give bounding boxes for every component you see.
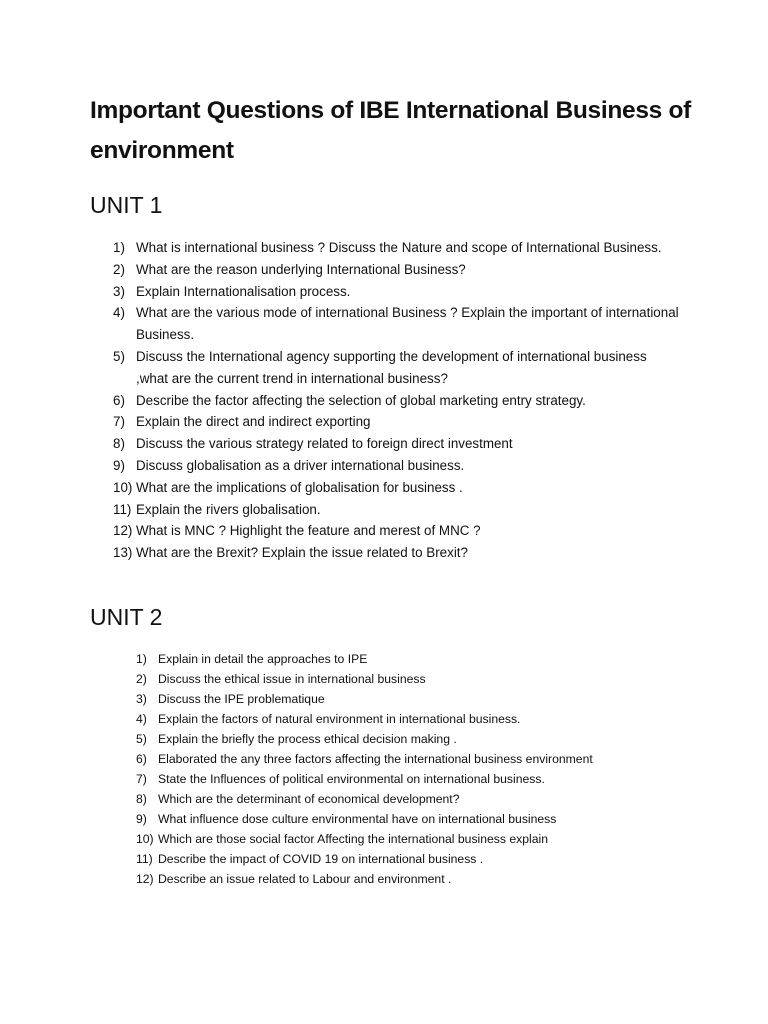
question-number: 6) [136, 752, 147, 766]
question-number: 7) [136, 772, 147, 786]
question-item [136, 689, 656, 709]
question-item [113, 499, 713, 521]
question-item [113, 390, 713, 412]
question-text: What are the various mode of international Business ? Explain the important of international Business. [136, 305, 679, 343]
question-text: Discuss the ethical issue in international business [158, 672, 426, 686]
question-text: Describe the impact of COVID 19 on international business . [158, 852, 484, 866]
question-item [136, 869, 656, 889]
question-number: 2) [113, 261, 125, 277]
question-item [136, 849, 656, 869]
question-item [113, 455, 713, 477]
question-text: Discuss the various strategy related to foreign direct investment [136, 436, 513, 452]
question-number: 10) [136, 832, 154, 846]
question-item [113, 433, 713, 455]
question-text: Explain the briefly the process ethical decision making . [158, 732, 457, 746]
question-number: 4) [113, 305, 125, 321]
question-text: Explain in detail the approaches to IPE [158, 652, 368, 666]
question-item [113, 259, 713, 281]
question-item [136, 789, 656, 809]
question-item [136, 669, 656, 689]
question-item [136, 649, 656, 669]
unit-1-heading: UNIT 1 [90, 192, 163, 218]
question-number: 12) [113, 523, 133, 539]
question-number: 6) [113, 392, 125, 408]
question-number: 1) [136, 652, 147, 666]
question-number: 8) [113, 436, 125, 452]
question-number: 11) [113, 501, 132, 517]
question-item [113, 281, 713, 303]
question-number: 13) [113, 545, 133, 561]
question-item [113, 477, 713, 499]
document-title: Important Questions of IBE International Business of environment [90, 97, 692, 164]
question-number: 1) [113, 240, 125, 255]
question-text: Which are the determinant of economical development? [158, 792, 460, 806]
question-number: 7) [113, 414, 125, 430]
question-item [113, 302, 713, 346]
question-text: What is MNC ? Highlight the feature and merest of MNC ? [136, 523, 481, 539]
unit-1-question-list [113, 237, 713, 564]
question-text: Describe an issue related to Labour and environment . [158, 872, 452, 886]
question-item [136, 769, 656, 789]
question-item [113, 346, 713, 390]
question-text: What are the reason underlying International Business? [136, 261, 466, 277]
question-number: 5) [136, 732, 147, 746]
question-text: What influence dose culture environmental have on international business [158, 812, 557, 826]
question-text: Explain the factors of natural environment in international business. [158, 712, 521, 726]
question-text: Discuss the International agency supporting the development of international business ,what are the current trend in international business? [136, 348, 647, 386]
question-item [136, 709, 656, 729]
question-number: 9) [113, 457, 125, 473]
question-text: Discuss globalisation as a driver international business. [136, 457, 465, 473]
question-item [113, 520, 713, 542]
question-number: 5) [113, 348, 125, 364]
question-number: 12) [136, 872, 154, 886]
question-item [113, 542, 713, 564]
unit-2-question-list [136, 649, 656, 889]
unit-2-heading: UNIT 2 [90, 604, 163, 630]
question-text: Explain the rivers globalisation. [136, 501, 321, 517]
question-number: 10) [113, 479, 133, 495]
question-item [136, 809, 656, 829]
question-text: State the Influences of political environmental on international business. [158, 772, 545, 786]
question-item [136, 829, 656, 849]
question-text: Describe the factor affecting the selection of global marketing entry strategy. [136, 392, 586, 408]
question-number: 11) [136, 852, 153, 866]
question-item [113, 411, 713, 433]
question-item [113, 237, 713, 259]
question-item [136, 729, 656, 749]
question-text: Elaborated the any three factors affecting the international business environment [158, 752, 593, 766]
question-number: 9) [136, 812, 147, 826]
question-text: Explain Internationalisation process. [136, 283, 351, 299]
question-text: What are the implications of globalisation for business . [136, 479, 463, 495]
question-text: What is international business ? Discuss the Nature and scope of International Business. [136, 240, 662, 255]
question-text: Discuss the IPE problematique [158, 692, 325, 706]
question-number: 3) [136, 692, 147, 706]
question-number: 2) [136, 672, 147, 686]
question-number: 8) [136, 792, 147, 806]
question-item [136, 749, 656, 769]
question-text: Explain the direct and indirect exporting [136, 414, 371, 430]
question-text: What are the Brexit? Explain the issue related to Brexit? [136, 545, 468, 561]
question-number: 3) [113, 283, 125, 299]
question-text: Which are those social factor Affecting the international business explain [158, 832, 548, 846]
question-number: 4) [136, 712, 147, 726]
